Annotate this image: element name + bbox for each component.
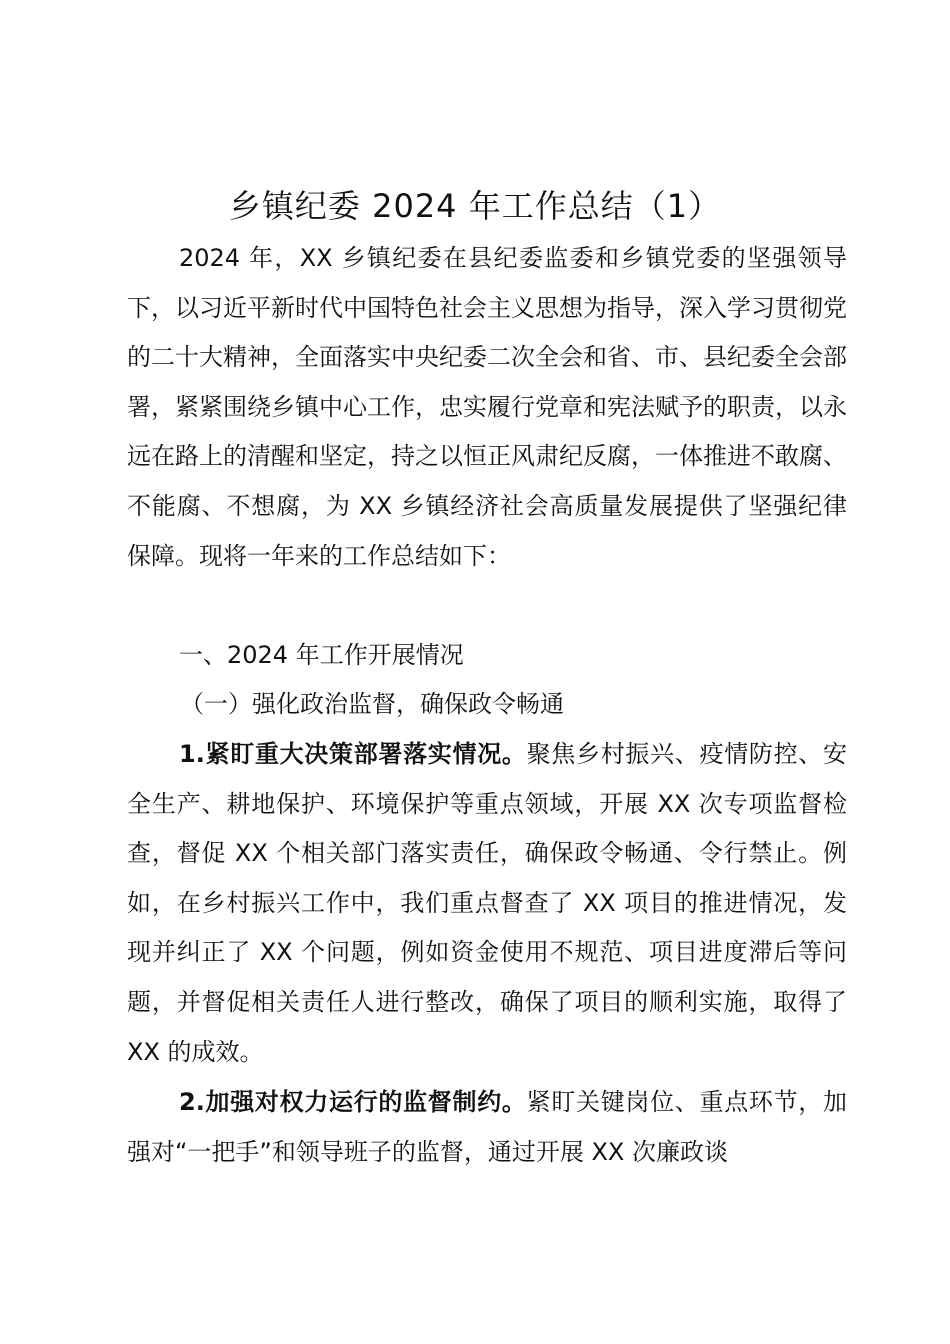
item-1-paragraph: [127, 730, 847, 1077]
item-2-paragraph: [127, 1078, 847, 1177]
section-heading: 一、2024 年工作开展情况: [179, 641, 464, 669]
intro-paragraph: [127, 234, 847, 581]
document-title: 乡镇纪委 2024 年工作总结（1）: [228, 187, 722, 225]
item-2-body: 紧盯关键岗位、重点环节，加强对“一把手”和领导班子的监督，通过开展 XX 次廉政谈: [127, 1088, 847, 1166]
item-1-body: 聚焦乡村振兴、疫情防控、安全生产、耕地保护、环境保护等重点领域，开展 XX 次专项监督检查，督促 XX 个相关部门落实责任，确保政令畅通、令行禁止。例如，在乡村振兴工作中，我们重点督查了 XX 项目的推进情况，发现并纠正了 XX 个问题，例如资金使用不规范、项目进度滞后等问题，并督促相关责任人进行整改，确保了项目的顺利实施，取得了 XX 的成效。: [127, 740, 847, 1066]
item-2-lead: 2.加强对权力运行的监督制约。: [179, 1088, 527, 1116]
subsection-heading: （一）强化政治监督，确保政令畅通: [180, 690, 564, 718]
intro-text: 2024 年，XX 乡镇纪委在县纪委监委和乡镇党委的坚强领导下，以习近平新时代中国特色社会主义思想为指导，深入学习贯彻党的二十大精神，全面落实中央纪委二次全会和省、市、县纪委全会部署，紧紧围绕乡镇中心工作，忠实履行党章和宪法赋予的职责，以永远在路上的清醒和坚定，持之以恒正风肃纪反腐，一体推进不敢腐、不能腐、不想腐，为 XX 乡镇经济社会高质量发展提供了坚强纪律保障。现将一年来的工作总结如下：: [127, 244, 847, 570]
item-1-lead: 1.紧盯重大决策部署落实情况。: [179, 740, 527, 768]
